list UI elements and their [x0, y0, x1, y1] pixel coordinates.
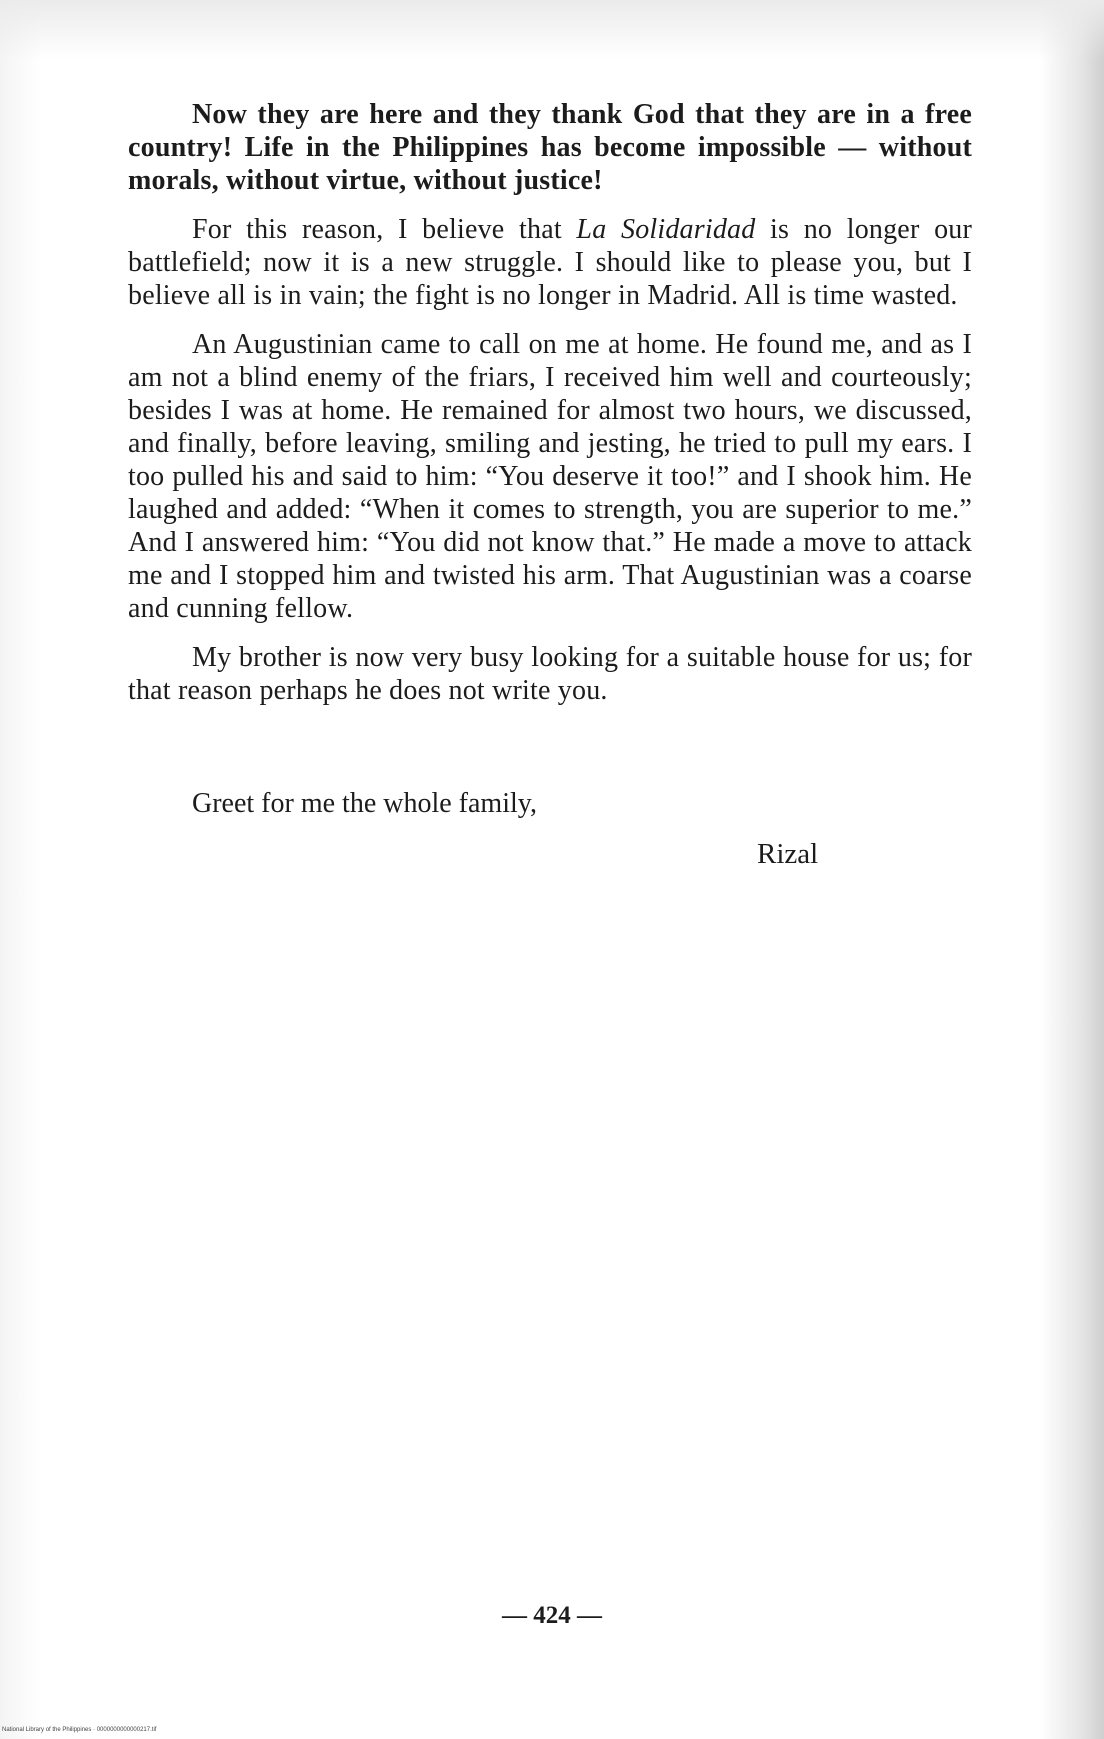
paragraph-4: My brother is now very busy looking for a suitable house for us; for that reason perhaps he does not write you. [128, 642, 972, 706]
signature: Rizal [757, 838, 819, 870]
paragraph-2-start: For this reason, I believe that [192, 214, 577, 245]
paragraph-1: Now they are here and they thank God that they are in a free country! Life in the Philippines has become impossible — without morals, without virtue, without justice! [128, 99, 972, 196]
scan-shadow [0, 0, 1104, 60]
paragraph-3: An Augustinian came to call on me at home. He found me, and as I am not a blind enemy of the friars, I received him well and courteously; besides I was at home. He remained for almost two hours, we discussed, and finally, before leaving, smiling and jesting, he tried to pull my ears. I too pulled his and said to him: “You deserve it too!” and I shook him. He laughed and added: “When it comes to strength, you are superior to me.” And I answered him: “You did not know that.” He made a move to attack me and I stopped him and twisted his arm. That Augustinian was a coarse and cunning fellow. [128, 329, 972, 624]
paragraph-2 [128, 213, 972, 312]
closing-line: Greet for me the whole family, [192, 788, 537, 819]
paragraph-2-end: is no longer our battlefield; now it is a new struggle. I should like to please you, but I believe all is in vain; the fight is no longer in Madrid. All is time wasted. [128, 214, 972, 311]
page-number: — 424 — [502, 1602, 602, 1629]
publication-title: La Solidaridad [576, 214, 756, 245]
scan-footer-note: National Library of the Philippines · 0000000000000217.tif [2, 1727, 157, 1733]
letter-body [128, 98, 972, 723]
